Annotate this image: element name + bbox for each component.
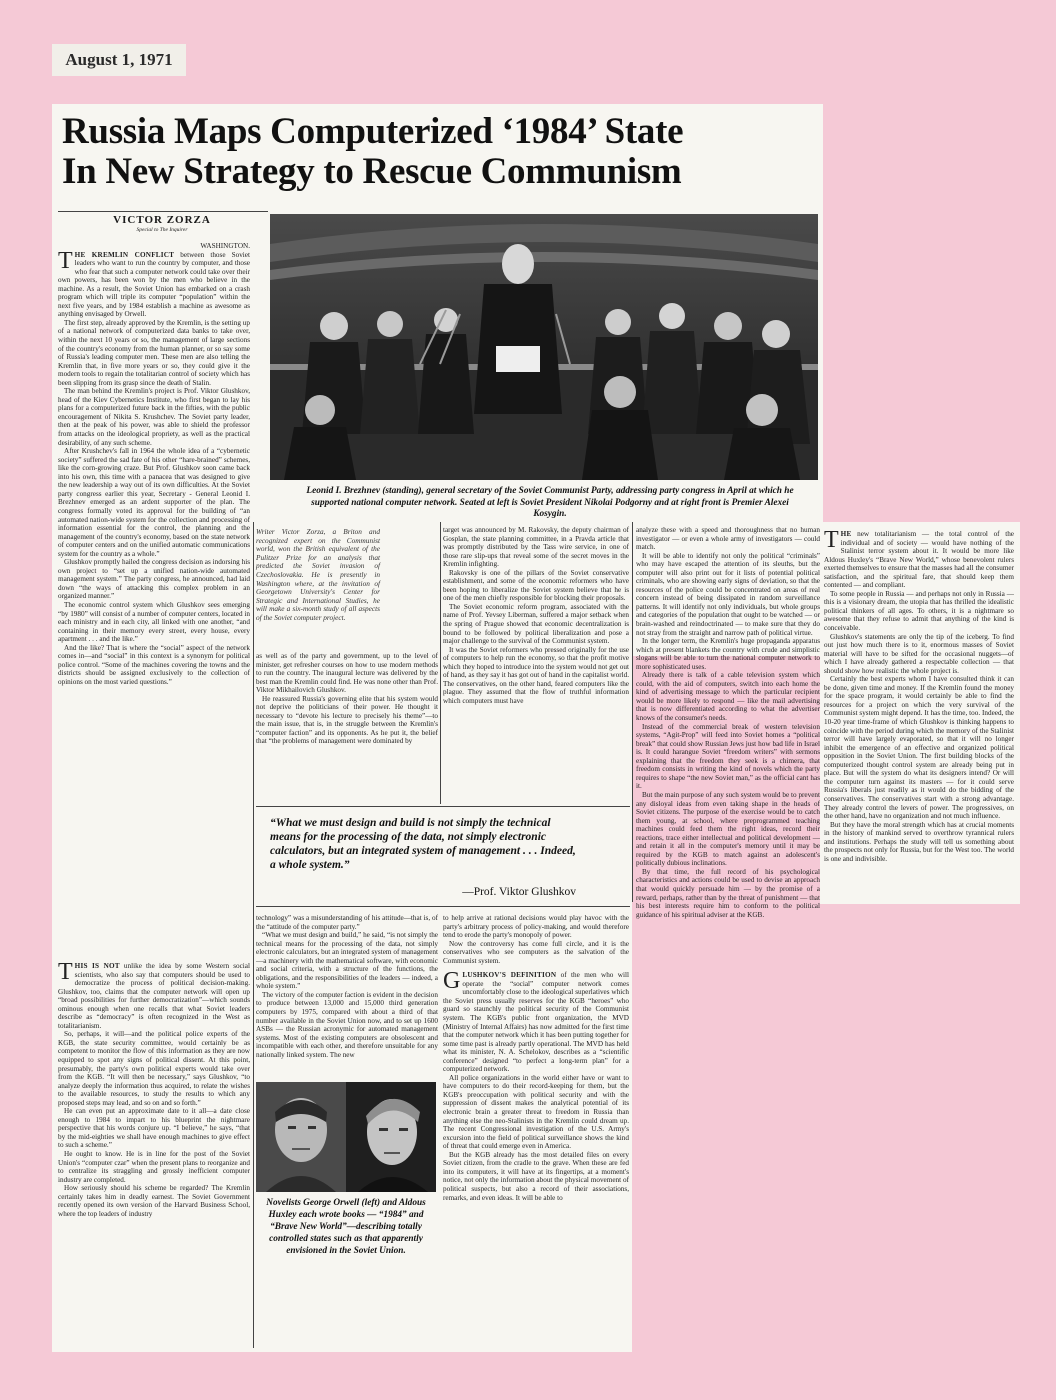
paragraph: to help arrive at rational decisions would play havoc with the party's arbitrary process of policy-making, and would therefore tend to erode the party's monopoly of power. [443,914,629,940]
paragraph: He ought to know. He is in line for the post of the Soviet Union's “computer czar” when the present plans to reorganize and to centralize its straggling and grossly inefficient computer industry are completed. [58,1150,250,1184]
article-column-1 [58,242,250,686]
brezhnev-photo [270,214,818,480]
section-lead-paragraph [824,527,1014,590]
byline-special: Special to The Inquirer [136,227,188,233]
paragraph: “What we must design and build,” he said, “is not simply the technical means for the processing of the data, not simply electronic calculators, but an integrated system of management—a machinery with the mathematical software, with economic and social criteria, with a structure of the functions, the obligations, and the responsibilities of the leaders — indeed, a whole system.” [256,931,438,991]
photo-caption: Leonid I. Brezhnev (standing), general secretary of the Soviet Communist Party, addressing party congress in April at which he supported national computer network. Seated at left is Soviet President Nikolai Podgorny and at right front is Premier Alexei Kosygin. [306,486,794,519]
paragraph: But the main purpose of any such system would be to prevent any disloyal ideas from even taking shape in the heads of Soviet citizens. The purpose of the exercise would be to catch them young, at school, where preprogrammed teaching machines could feed them the right ideas, record their reactions, trace either intellectual and political development — and retain it all in the computer's memory until it may be required by the KGB to match against an adolescent's politically dubious inclinations. [636,790,820,868]
paragraph: How seriously should his scheme be regarded? The Kremlin certainly takes him in deadly earnest. The Soviet Government recently opened its own version of the Harvard Business School, where the top leaders of industry [58,1184,250,1218]
article-column-3 [443,526,629,802]
paragraph: After Krushchev's fall in 1964 the whole idea of a “cybernetic society” suffered the sad fate of his other “hare-brained” schemes, like the corn-growing craze. But Prof. Glushkov soon came back into his own, this time with a panacea that was designed to give the new leadership a way out of its own difficulties. At the Soviet party congress earlier this year, Secretary - General Leonid I. Brezhnev emerged as an ardent supporter of the plan. The congress formally voted its approval for the building of “an automated nation-wide system for the collection and processing of information essential for the control, the planning and the management of the country's economy, based on the state network of computer centers and on the unified automatic communications system for the country as a whole.” [58,447,250,558]
paragraph: All police organizations in the world either have or want to have computers to do their record-keeping for them, but the KGB's preoccupation with political security and with the suppression of dissent makes the analytical potential of its electronic brain a greater threat to freedom in Russia than anything else the neo-Stalinists in the Kremlin could dream up. The recent Congressional investigation of the U.S. Army's excursion into the field of political surveillance shows the kind of threat that could emerge even in America. [443,1073,629,1151]
article-column-1-bottom [58,959,250,1346]
lead-rest: between those Soviet leaders who want to run the country by computer, and those who fear that such a computer network could take over their own powers, has been won by the men who believe in the machine. As a result, the Soviet Union has embarked on a crash program which will triple its computer “population” within the next five years, and by 1984 establish a machine as awesome as anything envisaged by Orwell. [58,250,250,319]
column-rule [632,522,633,902]
column-rule [440,522,441,804]
drop-cap: T [58,247,73,274]
section-lead-rest: new totalitarianism — the total control of the individual and of society — would have nothing of the Stalinist terror system about it. It would be more like Aldous Huxley's “Brave New World,” whose benevolent rulers exerted themselves to ensure that the masses had all the consumer satisfaction, and the spiritual fare, that should keep them contented — and compliant. [824,530,1014,590]
pull-quote-author: —Prof. Viktor Glushkov [462,886,576,898]
paragraph: By that time, the full record of his psychological characteristics and actions could be used to devise an approach that would quickly persuade him — by the promise of a reward, perhaps, rather than by the threat of punishment — that his best interests require him to conform to the political guidance of his spiritual adviser at the KGB. [636,867,820,919]
article-column-2 [256,652,438,802]
huxley-portrait-illustration [346,1082,436,1192]
paragraph: technology” was a misunderstanding of his attitude—that is, of the “attitude of the computer party.” [256,914,438,931]
congress-photo-illustration [270,214,818,480]
drop-cap: T [58,959,73,985]
byline-name: VICTOR ZORZA [113,214,211,226]
paragraph: The victory of the computer faction is evident in the decision to produce between 13,000 and 15,000 third generation computers by 1975, compared with about a third of that number available in the Soviet Union now, and to set up 1600 ASBs — the Russian acronymic for automated management systems. Most of the existing computers are obsolescent and incompatible with each other, and therefore unsuitable for any nationally linked system. The new [256,990,438,1059]
paragraph: He reassured Russia's governing elite that his system would not deprive the politicians of their power. He thought it necessary to “devote his lecture to precisely his theme”—to the main issue, that is, in the struggle between the Kremlin's “computer faction” and its opponents. As he put it, the belief that “the problems of management were dominated by [256,694,438,746]
paragraph: Glushkov's statements are only the tip of the iceberg. To find out just how much there is to it, enormous masses of Soviet material will have to be sifted for the occasional nuggets—of which I have already gathered a respectable collection — that should show how realistic the whole project is. [824,632,1014,675]
headline [62,112,822,192]
paragraph: Rakovsky is one of the pillars of the Soviet conservative establishment, and some of the economic reformers who have been hoping to liberalize the Soviet system believe that he is one of the men chiefly responsible for blocking their proposals. [443,568,629,603]
paragraph: Instead of the commercial break of western television systems, “Agit-Prop” will feed into Soviet homes a “political break” that could show Russian Jews just how bad life in Israel is. It could harangue Soviet “freedom writers” with sermons explaining that the freedom they seek is a chimera, that freedom consists in writing the kind of novels which the party requires to shape “the new Soviet man,” as the official cant has it. [636,722,820,791]
paragraph: Now the controversy has come full circle, and it is the conservatives who see computers as the salvation of the Communist system. [443,939,629,965]
section-lead-bold: LUSHKOV'S DEFINITION [462,971,557,980]
article-column-3-lower [443,914,629,1348]
paragraph: The first step, already approved by the Kremlin, is the setting up of a national network of computerized data banks to take over, within the next 10 years or so, the management of large sections of the country's economy from the human planner, or so say some of Russia's leading computer men. These men are also telling the Kremlin that, in five more years or so, they could give it the modern tools to regain the totalitarian control of society which has been slipping from its grasp since the death of Stalin. [58,318,250,387]
section-lead-rest: of the men who will operate the “social” computer network comes uncomfortably close to the ideological superlatives which the Soviet press usually reserves for the KGB “heroes” who guard so staunchly the political security of the Communist system. The KGB's public front organization, the MVD (Ministry of Internal Affairs) has now admitted for the first time that the computer network which it has been putting together for some time past is already partly operational. The MVD has held what its minister, N. A. Schelokov, describes as a “scientific conference” designed “to perfect a long-term plan” for a computerized network. [443,971,629,1074]
paragraph: analyze these with a speed and thoroughness that no human investigator — or even a whole army of investigators — could match. [636,526,820,552]
byline-rule [58,211,268,212]
orwell-portrait-illustration [256,1082,346,1192]
paragraph: target was announced by M. Rakovsky, the deputy chairman of Gosplan, the state planning committee, in a Pravda article that was promptly distributed by the Tass wire service, in one of those rare slip-ups that reveal some of the secret moves in the Kremlin infighting. [443,526,629,569]
quote-rule-top [256,806,630,807]
lead-bold: HE KREMLIN CONFLICT [74,250,175,259]
column-rule [253,522,254,1348]
paragraph: as well as of the party and government, up to the level of minister, get refresher courses on how to use modern methods to run the country. The inaugural lecture was delivered by the best man the Kremlin could find. He was none other than Prof. Viktor Mikhailovich Glushkov. [256,652,438,695]
paragraph: The man behind the Kremlin's project is Prof. Viktor Glushkov, head of the Kiev Cybernetics Institute, who first began to lay his plans for a computerized future back in the fifties, with the public encouragement of Nikita S. Krushchev. The Soviet party leader, then at the peak of his power, was able to shield the professor from attacks on the ideological propriety, as well as the practical desirability, of any such scheme. [58,387,250,447]
byline [62,214,262,233]
paragraph: In the longer term, the Kremlin's huge propaganda apparatus which at present blankets the country with crude and simplistic slogans will be able to turn the national computer network to more sophisticated uses. [636,637,820,671]
section-lead-rest: unlike the idea by some Western social scientists, who also say that computers should be used to democratize the process of political decision-making. Glushkov, too, claims that the computer network will open up “broad possibilities for further democratization”—which sounds ominous enough when one recalls that what Soviet leaders describe as “democracy” is often recognized in the West as totalitarianism. [58,962,250,1030]
lead-paragraph [58,247,250,319]
paragraph: The economic control system which Glushkov sees emerging “by 1980” will consist of a number of computer centers, located in each ministry and in each city, all linked with one another, “and containing in their memory every street, every house, every apartment . . . and the like.” [58,600,250,644]
drop-cap: G [443,968,461,995]
article-column-4 [636,526,820,919]
paragraph: But they have the moral strength which has at crucial moments in the history of mankind served to overthrow tyrannical rulers and institutions. Perhaps the study will tell us something about the prospects not only for Russia, but for the West too. The world is one and indivisible. [824,820,1014,863]
paragraph: It will be able to identify not only the political “criminals” who may have escaped the attention of its sleuths, but the computer will also print out for it lists of potential political criminals, who are showing early signs of deviation, so that the resources of the police could be concentrated on areas of real concern instead of being dissipated in random surveillance patterns. It will identify not only individuals, but whole groups and categories of the population that ought to be watched — or brain-washed and reindoctrinated — to make sure that they do not stray from the straight and narrow path of political virtue. [636,551,820,637]
section-lead-bold: HE [840,530,852,538]
pull-quote: “What we must design and build is not simply the technical means for the processing of the data, not simply electronic calculators, but an integrated system of management . . . Indeed, a whole system.” [270,817,576,871]
headline-line1: Russia Maps Computerized ‘1984’ State [62,111,684,152]
paragraph: Already there is talk of a cable television system which could, with the aid of computers, switch into each home the kind of advertising message to which the particular recipient would be more likely to respond — like the mail advertising that is now differentiated according to what the advertiser knows of the consumer's needs. [636,671,820,723]
orwell-portrait [256,1082,346,1192]
drop-cap: T [824,527,839,553]
paragraph: To some people in Russia — and perhaps not only in Russia — this is a visionary dream, the utopia that has thrilled the idealistic political thinkers of all ages. To others, it is a nightmare so awesome that they refuse to admit that anything of the kind is conceivable. [824,589,1014,633]
section-lead-paragraph [58,959,250,1030]
paragraph: The Soviet economic reform program, associated with the name of Prof. Yevsey Liberman, suffered a major setback when the spring of Prague showed that economic decentralization is bound to be followed by political liberalization and pose a major challenge to the survival of the Communist system. [443,602,629,646]
editor-note: Writer Victor Zorza, a Briton and recognized expert on the Communist world, won the British equivalent of the Pulitzer Prize for an analysis that predicted the Soviet invasion of Czechoslovakia. He is presently in Washington where, at the invitation of Georgetown University's Center for Strategic and International Studies, he will make a six-month study of all aspects of the Soviet computer project. [256,527,380,622]
paragraph: Certainly the best experts whom I have consulted think it can be done, given time and money. If the Kremlin found the money for the space program, it would certainly be able to find the resources for a project on which the very survival of the Communist system might depend. It has the time, too. Indeed, the 10-20 year time-frame of which Glushkov is thinking happens to coincide with the period during which the memory of the Stalinist terror will have largely evaporated, so that it will no longer inhibit the emergence of an effective and organized political opposition in the Soviet Union. The first building blocks of the computerized thought control system are already being put in place. But will the system do what its designers intend? Or will the computer turn against its masters — for it could serve Russia's liberals just readily as it would do the bidding of the conservatives. The conservatives start with a strong advantage. They already control the levers of power. The progressives, on the other hand, have no organization and not much influence. [824,675,1014,821]
paragraph: So, perhaps, it will—and the political police experts of the KGB, the state security committee, would certainly be as competent to monitor the flow of this information as they are now equipped to spot any signs of political dissent. At this point, presumably, the party's own political experts would take over from the KGB. “It will then be necessary,” says Glushkov, “to analyze deeply the information thus acquired, to relate the wishes to the available resources, to study the results to which any proposed steps may lead, and so on and so forth.” [58,1030,250,1107]
huxley-portrait [346,1082,436,1192]
article-column-5 [824,527,1014,900]
headline-line2: In New Strategy to Rescue Communism [62,151,682,192]
article-column-2-lower [256,914,438,1074]
paragraph: But the KGB already has the most detailed files on every Soviet citizen, from the cradle to the grave. When these are fed into its computers, it will have at its fingertips, at a moment's notice, not only the information about the physical movement of political suspects, but also a record of their associations, remarks, and even ideas. It will be able to [443,1150,629,1202]
dateline: WASHINGTON. [200,242,250,250]
quote-rule-bottom [256,906,630,907]
section-lead-bold: HIS IS NOT [74,962,120,970]
paragraph: It was the Soviet reformers who pressed originally for the use of computers to help run the economy, so that the profit motive which they hoped to introduce into the system would not get out of hand, as they say it has got out of hand in the capitalist world. The conservatives, on the other hand, feared computers like the plague. They assumed that the flow of truthful information which computers must have [443,645,629,705]
paragraph: And the like? That is where the “social” aspect of the network comes in—and “social” in this context is a synonym for political police control. “Some of the machines covering the towns and the districts should be assigned exclusively to the collection of opinions on the most varied questions.” [58,643,250,686]
date-tag: August 1, 1971 [52,44,186,76]
portraits-caption: Novelists George Orwell (left) and Aldous Huxley each wrote books — “1984” and “Brave New World”—describing totally controlled states such as that apparently envisioned in the Soviet Union. [266,1198,426,1256]
paragraph: Glushkov promptly hailed the congress decision as indorsing his own project to “set up a unified nation-wide automated management system.” The party congress, he announced, had laid down “the ways of attacking this complex problem in an organized manner.” [58,558,250,601]
section-lead-paragraph [443,968,629,1074]
paragraph: He can even put an approximate date to it all—a date close enough to 1984 to impart to his blueprint the nightmare perspective that his words conjure up. “I believe,” he says, “that by the mid-eighties we shall have enough machines to give effect to such a scheme.” [58,1107,250,1150]
